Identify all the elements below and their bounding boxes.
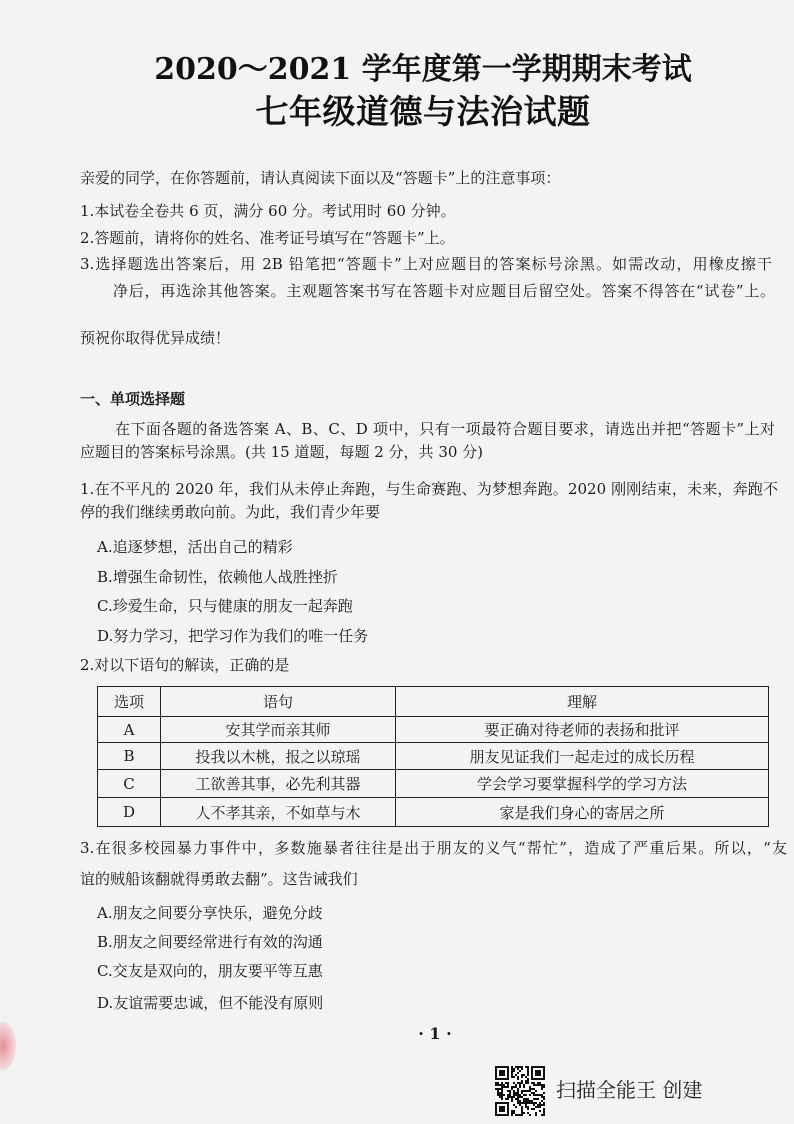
table-cell-understanding: 要正确对待老师的表扬和批评 xyxy=(396,717,769,743)
exam-subtitle: 七年级道德与法治试题 xyxy=(255,92,591,131)
q1-option-a: A.追逐梦想，活出自己的精彩 xyxy=(97,538,293,556)
q3-option-b: B.朋友之间要经常进行有效的沟通 xyxy=(97,933,323,951)
section-heading: 一、单项选择题 xyxy=(80,390,186,408)
notice-item-3-line-1: 3.选择题选出答案后，用 2B 铅笔把“答题卡”上对应题目的答案标号涂黑。如需改动，用橡皮擦干 xyxy=(80,255,772,273)
section-instruction-line-2: 应题目的答案标号涂黑。(共 15 道题，每题 2 分，共 30 分) xyxy=(80,443,484,461)
q1-option-d: D.努力学习，把学习作为我们的唯一任务 xyxy=(97,627,369,645)
exam-title: 2020～2021 学年度第一学期期末考试 xyxy=(154,52,692,87)
table-cell-understanding: 家是我们身心的寄居之所 xyxy=(396,798,769,827)
table-cell-option: C xyxy=(98,770,161,798)
q1-option-c: C.珍爱生命，只与健康的朋友一起奔跑 xyxy=(97,597,353,615)
qr-code xyxy=(495,1066,545,1116)
notice-item-2: 2.答题前，请将你的姓名、准考证号填写在“答题卡”上。 xyxy=(80,229,455,247)
table-cell-understanding: 朋友见证我们一起走过的成长历程 xyxy=(396,743,769,770)
q1-option-b: B.增强生命韧性，依赖他人战胜挫折 xyxy=(97,568,338,586)
table-header-sentence: 语句 xyxy=(161,687,396,717)
table-cell-sentence: 安其学而亲其师 xyxy=(161,717,396,743)
q3-option-d: D.友谊需要忠诚，但不能没有原则 xyxy=(97,994,324,1012)
notice-item-1: 1.本试卷全卷共 6 页，满分 60 分。考试用时 60 分钟。 xyxy=(80,202,456,220)
page-number: · 1 · xyxy=(418,1024,452,1043)
q3-stem-line-1: 3.在很多校园暴力事件中，多数施暴者往往是出于朋友的义气“帮忙”，造成了严重后果。所以，“友 xyxy=(80,839,787,857)
q2-table xyxy=(97,686,769,827)
table-header-understanding: 理解 xyxy=(396,687,769,717)
table-header-row xyxy=(98,687,769,717)
notice-intro: 亲爱的同学，在你答题前，请认真阅读下面以及“答题卡”上的注意事项： xyxy=(80,169,561,187)
q3-stem-line-2: 谊的贼船该翻就得勇敢去翻”。这告诫我们 xyxy=(80,870,358,888)
scanner-watermark: 扫描全能王 创建 xyxy=(556,1078,703,1102)
q3-option-c: C.交友是双向的，朋友要平等互惠 xyxy=(97,962,323,980)
table-row xyxy=(98,770,769,798)
table-cell-option: D xyxy=(98,798,161,827)
table-header-option: 选项 xyxy=(98,687,161,717)
table-cell-option: B xyxy=(98,743,161,770)
q1-stem-line-1: 1.在不平凡的 2020 年，我们从未停止奔跑，与生命赛跑、为梦想奔跑。2020 刚刚结束，未来，奔跑不 xyxy=(80,480,778,498)
edge-mark xyxy=(0,1022,16,1070)
table-cell-option: A xyxy=(98,717,161,743)
q1-stem-line-2: 停的我们继续勇敢向前。为此，我们青少年要 xyxy=(80,503,381,521)
table-cell-sentence: 人不孝其亲，不如草与木 xyxy=(161,798,396,827)
table-cell-understanding: 学会学习要掌握科学的学习方法 xyxy=(396,770,769,798)
q3-option-a: A.朋友之间要分享快乐，避免分歧 xyxy=(97,904,323,922)
section-instruction-line-1: 在下面各题的备选答案 A、B、C、D 项中，只有一项最符合题目要求，请选出并把“答题卡”上对 xyxy=(115,420,775,438)
table-row xyxy=(98,798,769,827)
notice-item-3-line-2: 净后，再选涂其他答案。主观题答案书写在答题卡对应题目后留空处。答案不得答在“试卷”上。 xyxy=(113,282,775,300)
q2-stem: 2.对以下语句的解读，正确的是 xyxy=(80,656,290,674)
table-cell-sentence: 工欲善其事，必先利其器 xyxy=(161,770,396,798)
table-row xyxy=(98,717,769,743)
table-row xyxy=(98,743,769,770)
notice-closing: 预祝你取得优异成绩！ xyxy=(80,329,231,347)
table-cell-sentence: 投我以木桃，报之以琼瑶 xyxy=(161,743,396,770)
